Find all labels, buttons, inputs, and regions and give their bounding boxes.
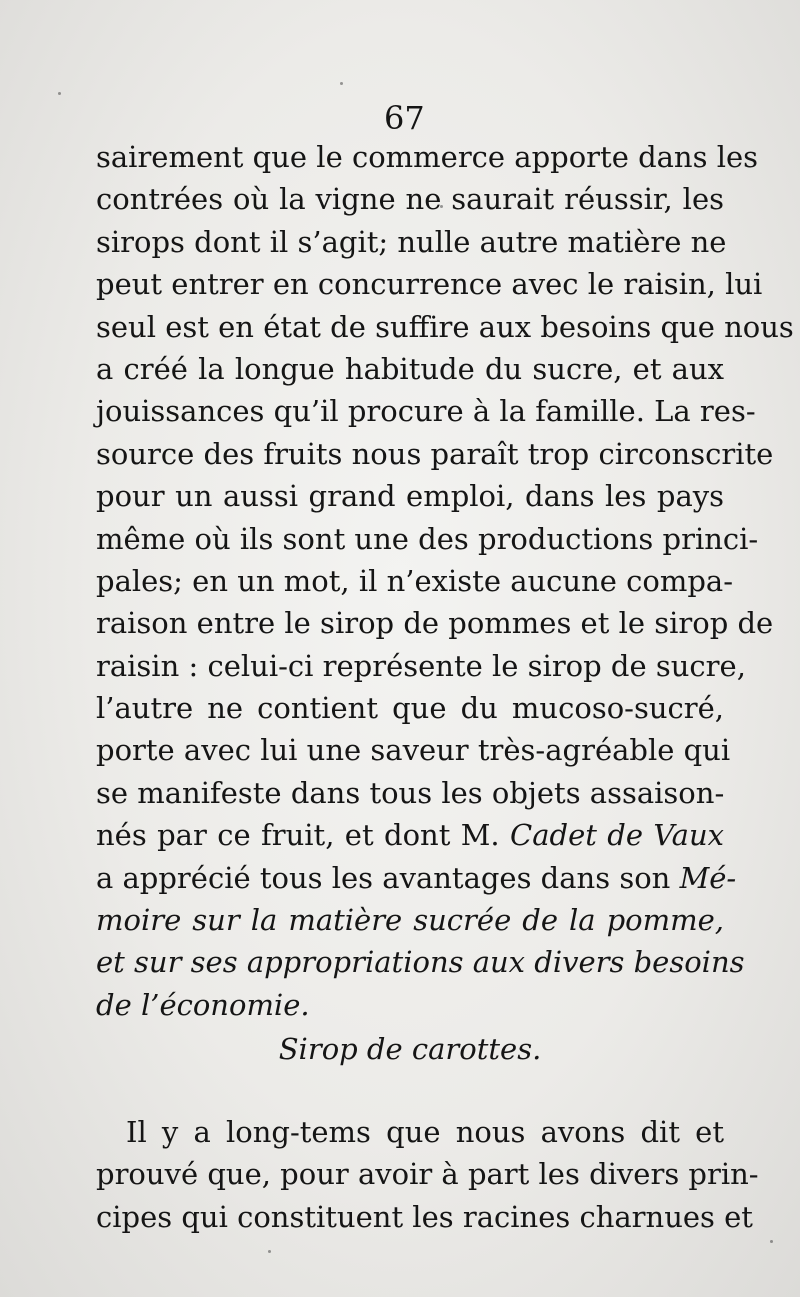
text-italic-title: Mé- [679, 860, 737, 895]
text-line: se manifeste dans tous les objets assaison- [96, 775, 725, 810]
text-line: l’autre ne contient que du mucoso-sucré, [96, 691, 724, 726]
text-italic-name: Cadet de Vaux [510, 818, 725, 853]
text-line: sairement que le commerce apporte dans les [96, 140, 759, 174]
text-line: source des fruits nous paraît trop circonscrite [96, 436, 774, 471]
text-line: seul est en état de suffire aux besoins que nous [96, 309, 794, 344]
text-line: même où ils sont une des productions princi- [96, 521, 759, 556]
paper-speck [58, 92, 61, 95]
text-line: cipes qui constituent les racines charnues et [96, 1199, 753, 1234]
text-roman: nés par ce fruit, et dont M. [96, 818, 500, 853]
text-line: raisin : celui-ci représente le sirop de sucre, [96, 648, 746, 683]
text-line: contrées où la vigne ne saurait réussir, les [96, 182, 724, 217]
page-number: 67 [384, 99, 425, 137]
text-line-italic: de l’économie. [96, 987, 310, 1022]
text-line: sirops dont il s’agit; nulle autre matière ne [96, 224, 727, 259]
section-heading: Sirop de carottes. [278, 1032, 542, 1066]
text-line: a créé la longue habitude du sucre, et aux [96, 351, 724, 386]
paragraph-2 [96, 1111, 759, 1238]
text-line: pour un aussi grand emploi, dans les pays [96, 479, 724, 514]
text-line: raison entre le sirop de pommes et le sirop de [96, 606, 774, 641]
text-line: pales; en un mot, il n’existe aucune compa- [96, 563, 734, 598]
paper-speck [268, 1250, 271, 1253]
text-line-italic: et sur ses appropriations aux divers besoins [96, 945, 745, 980]
text-line: peut entrer en concurrence avec le raisin, lui [96, 267, 763, 302]
text-roman: a apprécié tous les avantages dans son [96, 860, 671, 895]
paper-speck [770, 1240, 773, 1243]
text-line-italic: moire sur la matière sucrée de la pomme, [96, 903, 724, 938]
text-line: porte avec lui une saveur très-agréable qui [96, 733, 731, 768]
text-line: jouissances qu’il procure à la famille. La res- [96, 394, 756, 429]
text-line: Il y a long-tems que nous avons dit et [126, 1115, 724, 1149]
paper-speck [340, 82, 343, 85]
text-line-mixed [96, 857, 737, 899]
main-text [96, 136, 794, 1234]
paragraph-1 [96, 136, 794, 1026]
text-line-mixed [96, 814, 724, 856]
text-line: prouvé que, pour avoir à part les divers prin- [96, 1157, 759, 1192]
